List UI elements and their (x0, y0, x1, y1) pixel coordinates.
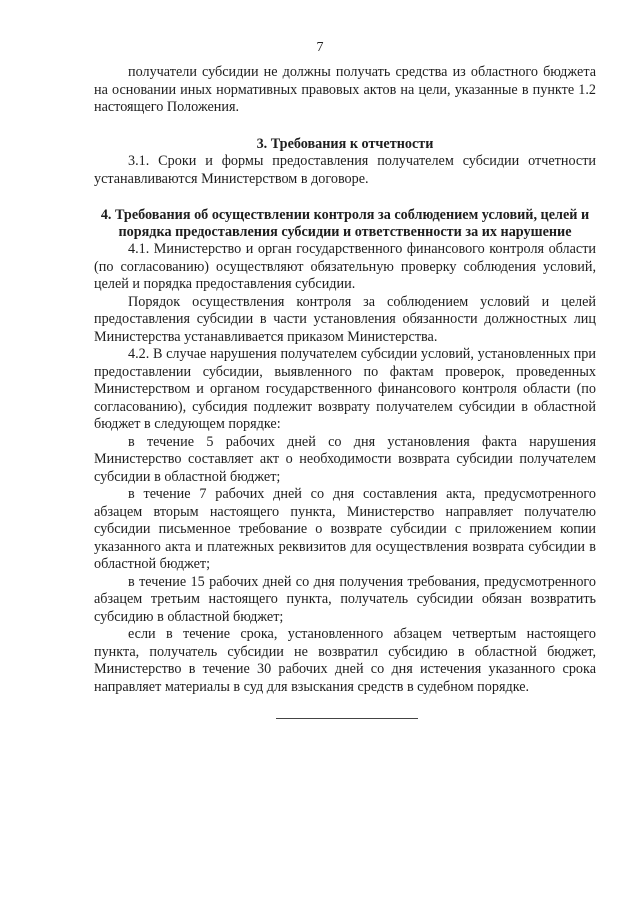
paragraph-return-15-days: в течение 15 рабочих дней со дня получения требования, предусмотренного абзацем третьим настоящего пункта, получатель субсидии обязан возвратить субсидию в областной бюджет; (94, 573, 596, 625)
page-number: 7 (316, 40, 324, 55)
paragraph-4-2: 4.2. В случае нарушения получателем субсидии условий, установленных при предоставлении субсидии, выявленного по фактам проверок, проведенных Министерством и органом государственного финансового контроля области (по согласованию), субсидия подлежит возврату получателем субсидии в областной бюджет в следующем порядке: (94, 346, 596, 432)
paragraph-recipient-restriction: получатели субсидии не должны получать средства из областного бюджета на основании иных нормативных правовых актов на цели, указанные в пункте 1.2 настоящего Положения. (94, 64, 596, 115)
section-3-heading: 3. Требования к отчетности (256, 135, 434, 152)
paragraph-4-1: 4.1. Министерство и орган государственного финансового контроля области (по согласованию) осуществляют обязательную проверку соблюдения условий, целей и порядка предоставления субсидии. (94, 241, 596, 292)
paragraph-control-procedure: Порядок осуществления контроля за соблюдением условий и целей предоставления субсидии в части установления обязанности должностных лиц Министерства устанавливается приказом Министерства. (94, 293, 596, 345)
end-divider-line (276, 718, 418, 719)
document-body (94, 64, 596, 696)
paragraph-court-30-days: если в течение срока, установленного абзацем четвертым настоящего пункта, получатель субсидии не возвратил субсидию в областной бюджет, Министерство в течение 30 рабочих дней со дня истечения указанного срока направляет материалы в суд для взыскания средств в судебном порядке. (94, 626, 596, 695)
paragraph-demand-7-days: в течение 7 рабочих дней со дня составления акта, предусмотренного абзацем вторым настоящего пункта, Министерство направляет получателю субсидии письменное требование о возврате субсидии с приложением копии указанного акта и платежных реквизитов для осуществления возврата субсидии в областной бюджет; (94, 486, 596, 572)
paragraph-act-5-days: в течение 5 рабочих дней со дня установления факта нарушения Министерство составляет акт о необходимости возврата субсидии получателем субсидии в областной бюджет; (94, 433, 596, 485)
paragraph-3-1: 3.1. Сроки и формы предоставления получателем субсидии отчетности устанавливаются Министерством в договоре. (94, 153, 596, 187)
section-4-heading: 4. Требования об осуществлении контроля за соблюдением условий, целей и порядка предоставления субсидии и ответственности за их нарушение (100, 207, 590, 240)
